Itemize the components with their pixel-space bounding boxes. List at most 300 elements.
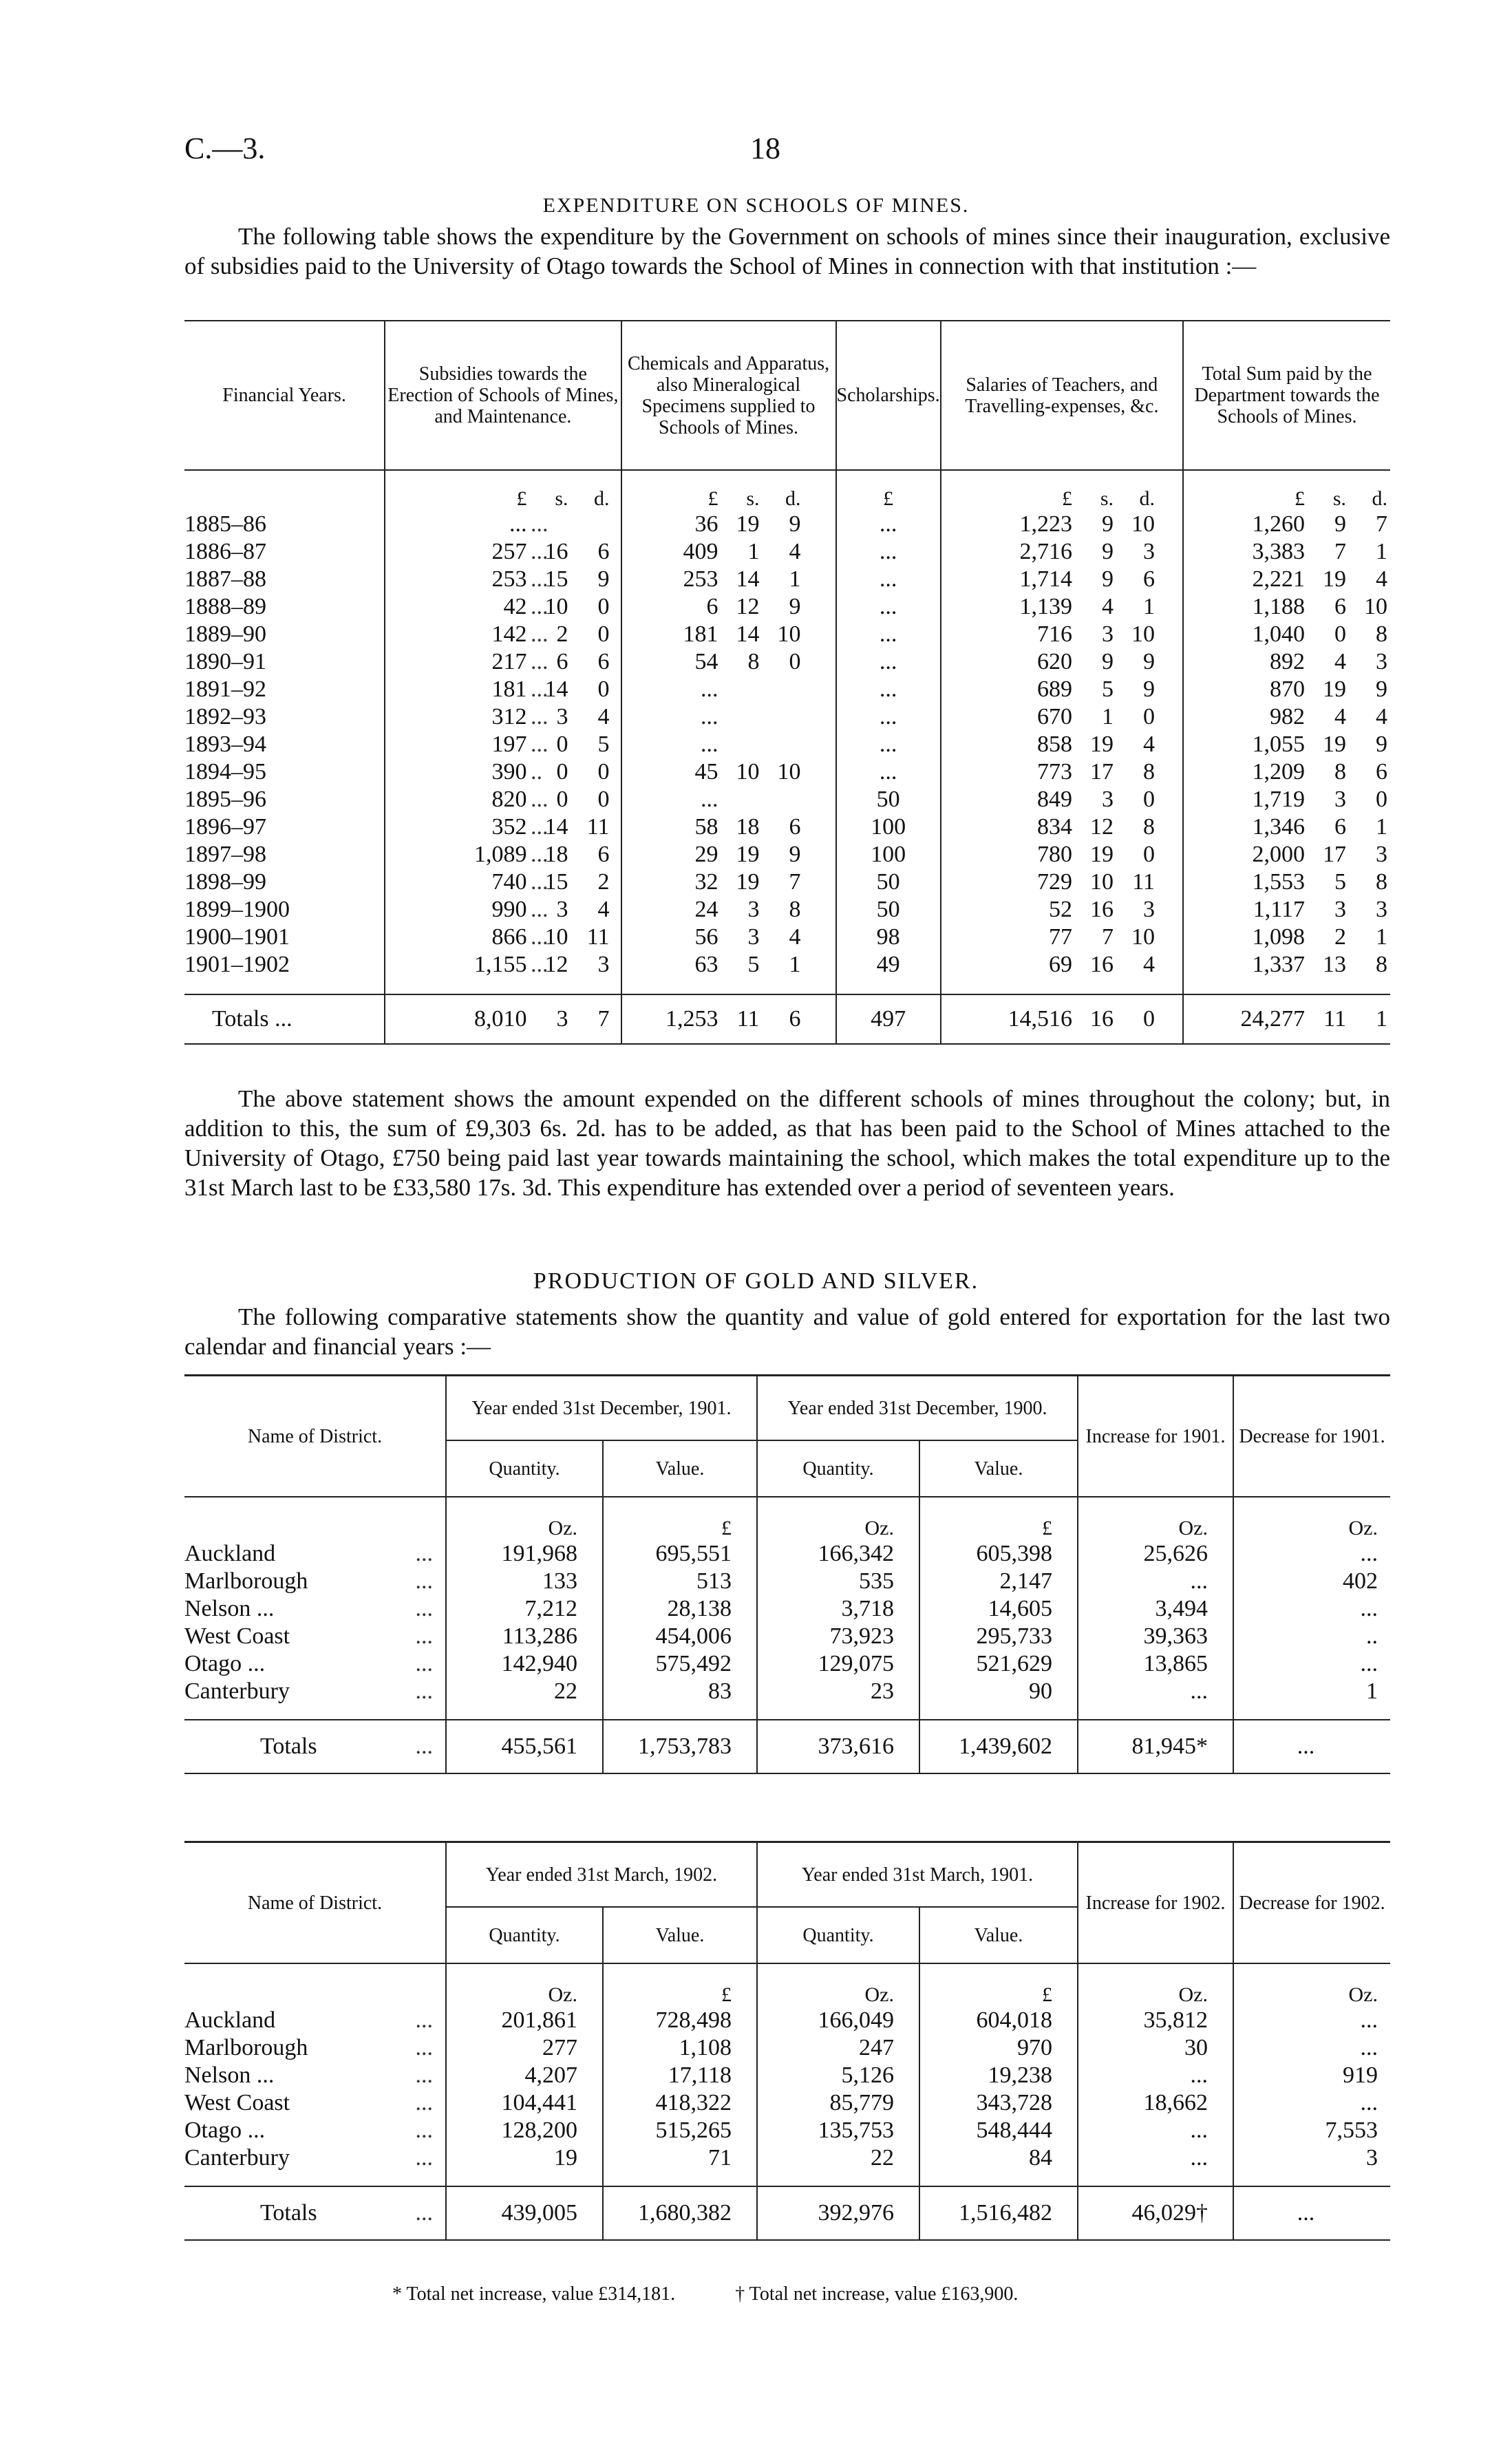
amount-shillings: 8 (1334, 759, 1346, 785)
totals-cell: 24,277 (1240, 1006, 1305, 1032)
amount-pence: 0 (597, 676, 610, 702)
amount-pounds: 773 (1037, 759, 1073, 785)
schools-statement: The above statement shows the amount expended on the different schools of mines throughout the colony; but, in addition to this, the sum of £9,303 6s. 2d. has to be added, as that has been paid to the School of Mines attached to the University of Otago, £750 being paid last year towards maintaining the school, which makes the total expenditure up to the 31st March last to be £33,580 17s. 3d. This expenditure has extended over a period of seventeen years. (184, 1085, 1390, 1201)
amount-pounds: 2,000 (1252, 842, 1305, 867)
value-cell: 135,753 (757, 2117, 919, 2144)
value-cell: 128,200 (446, 2117, 603, 2144)
amount-shillings: 12 (736, 594, 760, 619)
amount-pence: 10 (777, 759, 801, 785)
amount-pounds: 253 (683, 566, 718, 592)
totals-cell: 81,945* (1078, 1720, 1233, 1773)
totals-cell: 1,439,602 (919, 1720, 1078, 1773)
amount-pence (760, 786, 801, 813)
amount-shillings: 3 (556, 704, 568, 729)
amount-pounds: 716 (1037, 621, 1073, 647)
amount-shillings: 9 (1102, 539, 1114, 564)
year-cell: 1895–96 ... (184, 787, 549, 812)
amount-pence: 3 (597, 952, 610, 977)
amount-shillings: 4 (1102, 594, 1114, 619)
value-cell: 22 (757, 2144, 919, 2172)
amount-pence: 0 (597, 594, 610, 619)
totals-cell: 1,516,482 (919, 2186, 1078, 2240)
amount-shillings: 0 (556, 759, 568, 785)
year-cell: 1901–1902 ... (184, 952, 549, 977)
amount-shillings: 19 (736, 511, 760, 537)
table-row (184, 2144, 1390, 2172)
year-cell: 1897–98 ... (184, 842, 549, 867)
amount-shillings: 9 (1334, 511, 1346, 537)
amount-pounds: ... (701, 732, 718, 757)
amount-pence: 0 (1143, 704, 1156, 729)
amount-pounds: 24 (694, 897, 718, 922)
amount-pence: 11 (586, 814, 610, 840)
amount-shillings: 19 (736, 842, 760, 867)
amount-pounds: 390 (491, 759, 527, 785)
value-cell: 18,662 (1078, 2089, 1233, 2117)
amount-pounds: 1,139 (1019, 594, 1073, 619)
scholarship-cell: ... (836, 648, 941, 676)
table-row (184, 1540, 1390, 1568)
unit-pound: £ (516, 487, 527, 510)
amount-shillings: 3 (1102, 621, 1114, 647)
amount-shillings: 8 (747, 649, 760, 674)
col-header-total: Total Sum paid by the Department towards the Schools of Mines. (1183, 321, 1390, 470)
col-header-year-b: Year ended 31st March, 1901. (757, 1842, 1078, 1908)
amount-pounds: 181 (491, 676, 527, 702)
amount-shillings: 7 (1102, 924, 1114, 950)
amount-shillings: 5 (1334, 869, 1346, 895)
totals-cell: 0 (1143, 1006, 1156, 1032)
scholarship-cell: 98 (836, 924, 941, 951)
col-header-year-a: Year ended 31st March, 1902. (446, 1842, 757, 1908)
year-cell: 1892–93 ... (184, 704, 549, 729)
footnote-financial: † Total net increase, value £163,900. (735, 2283, 1019, 2305)
scholarship-cell: ... (836, 538, 941, 566)
amount-pence: 3 (1143, 539, 1156, 564)
value-cell: 90 (919, 1678, 1078, 1705)
amount-pounds: 45 (694, 759, 718, 785)
col-header-decrease: Decrease for 1902. (1233, 1842, 1390, 1964)
col-header-increase: Increase for 1901. (1078, 1376, 1233, 1497)
unit-cell: Oz. (1078, 1963, 1233, 2007)
amount-shillings: 19 (1090, 842, 1114, 867)
table-row (184, 1650, 1390, 1678)
value-cell: 39,363 (1078, 1623, 1233, 1650)
amount-pence: 10 (1131, 621, 1156, 647)
amount-pence: 6 (1376, 759, 1387, 785)
value-cell: 7,212 (446, 1595, 603, 1623)
totals-cell: 1,753,783 (603, 1720, 757, 1773)
amount-shillings: 19 (1323, 732, 1346, 757)
table-row (184, 896, 1390, 924)
value-cell: 402 (1233, 1568, 1390, 1595)
amount-pounds: 849 (1037, 787, 1073, 812)
unit-pence: d. (1372, 487, 1387, 510)
amount-shillings: 9 (1102, 566, 1114, 592)
value-cell: ... (1233, 1540, 1390, 1568)
amount-pence: 0 (597, 759, 610, 785)
amount-pence: 2 (597, 869, 610, 895)
totals-cell: 11 (1323, 1006, 1346, 1032)
year-cell: 1888–89 ... (184, 594, 549, 619)
schools-section-title: EXPENDITURE ON SCHOOLS OF MINES. (542, 194, 970, 217)
district-cell: Nelson ... ... (184, 2062, 433, 2088)
value-cell: 166,049 (757, 2007, 919, 2034)
unit-shilling: s. (1332, 487, 1346, 510)
unit-cell: Oz. (446, 1963, 603, 2007)
totals-cell: 3 (556, 1006, 568, 1032)
table-row (184, 703, 1390, 731)
amount-shillings (718, 786, 760, 813)
amount-pence: 4 (597, 897, 610, 922)
gold-intro: The following comparative statements show the quantity and value of gold entered for exportation for the last two calendar and financial years :— (184, 1303, 1390, 1360)
amount-pounds: 1,040 (1252, 621, 1305, 647)
amount-pence: 6 (597, 649, 610, 674)
year-cell: 1898–99 ... (184, 869, 549, 895)
value-cell: 133 (446, 1568, 603, 1595)
col-header-chemicals: Chemicals and Apparatus, also Mineralogical Specimens supplied to Schools of Mines. (621, 321, 836, 470)
scholarship-cell: 50 (836, 896, 941, 924)
amount-pence: 9 (1376, 676, 1387, 702)
value-cell: .. (1233, 1623, 1390, 1650)
scholarship-cell: ... (836, 731, 941, 758)
amount-pence: 9 (789, 842, 801, 867)
value-cell: 3,718 (757, 1595, 919, 1623)
units-row (184, 1963, 1390, 2007)
amount-pounds: 3,383 (1252, 539, 1305, 564)
amount-shillings: 9 (1102, 649, 1114, 674)
value-cell: 71 (603, 2144, 757, 2172)
amount-shillings: 19 (1323, 566, 1346, 592)
amount-pence: 8 (1143, 814, 1156, 840)
col-header-year: Financial Years. (184, 321, 385, 470)
col-header-increase: Increase for 1902. (1078, 1842, 1233, 1964)
amount-pence: 6 (1143, 566, 1156, 592)
amount-shillings (718, 703, 760, 731)
value-cell: 513 (603, 1568, 757, 1595)
col-header-value: Value. (919, 1440, 1078, 1497)
amount-pence: 8 (1143, 759, 1156, 785)
amount-shillings: 10 (544, 594, 568, 619)
value-cell: 4,207 (446, 2062, 603, 2089)
amount-pounds: 1,188 (1252, 594, 1305, 619)
amount-pence: 10 (777, 621, 801, 647)
scholarship-cell: ... (836, 758, 941, 786)
page-number: 18 (750, 131, 780, 165)
unit-cell: Oz. (1233, 1497, 1390, 1540)
table-row (184, 648, 1390, 676)
amount-pounds: 352 (491, 814, 527, 840)
amount-pence (568, 511, 610, 538)
amount-pence: 1 (1376, 539, 1387, 564)
totals-cell: 16 (1090, 1006, 1114, 1032)
col-header-decrease: Decrease for 1901. (1233, 1376, 1390, 1497)
amount-shillings: 2 (556, 621, 568, 647)
amount-shillings: 6 (556, 649, 568, 674)
amount-shillings: 19 (1090, 732, 1114, 757)
value-cell: 548,444 (919, 2117, 1078, 2144)
value-cell: 129,075 (757, 1650, 919, 1678)
year-cell: 1896–97 ... (184, 814, 549, 840)
value-cell: ... (1078, 1678, 1233, 1705)
unit-pound: £ (1062, 487, 1073, 510)
unit-shilling: s. (746, 487, 760, 510)
amount-pounds: 1,098 (1252, 924, 1305, 950)
value-cell: 515,265 (603, 2117, 757, 2144)
amount-pence: 8 (1376, 621, 1387, 647)
amount-shillings: 3 (747, 897, 760, 922)
amount-shillings: 14 (544, 814, 568, 840)
unit-shilling: s. (555, 487, 568, 510)
amount-shillings: 3 (1334, 897, 1346, 922)
unit-cell: £ (919, 1497, 1078, 1540)
amount-pounds: 36 (694, 511, 718, 537)
amount-pounds: 54 (694, 649, 718, 674)
totals-cell: 373,616 (757, 1720, 919, 1773)
col-header-quantity: Quantity. (757, 1907, 919, 1963)
value-cell: 604,018 (919, 2007, 1078, 2034)
amount-pounds: 58 (694, 814, 718, 840)
table-row (184, 676, 1390, 703)
value-cell: ... (1233, 2089, 1390, 2117)
value-cell: 85,779 (757, 2089, 919, 2117)
unit-cell: £ (919, 1963, 1078, 2007)
year-cell: 1885–86 ... (184, 511, 549, 537)
amount-pounds: 253 (491, 566, 527, 592)
amount-pence: 9 (1376, 732, 1387, 757)
col-header-salaries: Salaries of Teachers, and Travelling-expenses, &c. (941, 321, 1183, 470)
value-cell: 83 (603, 1678, 757, 1705)
scholarship-cell: 100 (836, 841, 941, 868)
value-cell: ... (1078, 2062, 1233, 2089)
district-cell: Nelson ... ... (184, 1596, 433, 1621)
amount-shillings: 3 (556, 897, 568, 922)
units-row (184, 1497, 1390, 1540)
amount-shillings: 1 (1102, 704, 1114, 729)
footnote-calendar: * Total net increase, value £314,181. (392, 2283, 676, 2305)
amount-pounds: 1,260 (1252, 511, 1305, 537)
totals-cell: 11 (736, 1006, 760, 1032)
amount-shillings: 15 (544, 869, 568, 895)
scholarship-cell: 100 (836, 813, 941, 841)
amount-pence: 4 (597, 704, 610, 729)
totals-row (184, 2186, 1390, 2240)
table-row (184, 1678, 1390, 1705)
value-cell: 728,498 (603, 2007, 757, 2034)
unit-pence: d. (594, 487, 610, 510)
amount-pounds: 892 (1270, 649, 1305, 674)
amount-pence: 0 (789, 649, 801, 674)
amount-pounds: 142 (491, 621, 527, 647)
amount-pence: 8 (1376, 869, 1387, 895)
amount-pounds: 740 (491, 869, 527, 895)
schools-intro: The following table shows the expenditure by the Government on schools of mines since their inauguration, exclusive of subsidies paid to the University of Otago towards the School of Mines in connection with that institution :— (184, 223, 1390, 279)
table-row (184, 1623, 1390, 1650)
amount-pounds: 6 (706, 594, 718, 619)
totals-cell: 497 (836, 994, 941, 1044)
amount-pounds: 29 (694, 842, 718, 867)
amount-pounds: 197 (491, 732, 527, 757)
amount-shillings: 3 (1334, 787, 1346, 812)
amount-shillings: 17 (1323, 842, 1346, 867)
unit-pence: d. (1139, 487, 1156, 510)
amount-pence: 4 (1376, 566, 1387, 592)
amount-pence (760, 731, 801, 758)
value-cell: 22 (446, 1678, 603, 1705)
amount-pounds: ... (701, 704, 718, 729)
table-row (184, 786, 1390, 813)
amount-pounds: 1,337 (1252, 952, 1305, 977)
unit-cell: Oz. (446, 1497, 603, 1540)
value-cell: 7,553 (1233, 2117, 1390, 2144)
value-cell: 104,441 (446, 2089, 603, 2117)
col-header-quantity: Quantity. (446, 1907, 603, 1963)
col-header-value: Value. (919, 1907, 1078, 1963)
amount-shillings: 6 (1334, 814, 1346, 840)
amount-shillings: 3 (747, 924, 760, 950)
district-cell: Otago ... ... (184, 2118, 433, 2143)
district-cell: West Coast ... (184, 1623, 433, 1649)
amount-pence: 6 (789, 814, 801, 840)
amount-pence: 11 (586, 924, 610, 950)
amount-pence: 7 (1376, 511, 1387, 537)
amount-pounds: 63 (694, 952, 718, 977)
amount-pounds: 1,155 (474, 952, 527, 977)
district-cell: West Coast ... (184, 2090, 433, 2115)
table-row (184, 538, 1390, 566)
totals-cell: 455,561 (446, 1720, 603, 1773)
amount-pounds: 620 (1037, 649, 1073, 674)
amount-shillings: 10 (1090, 869, 1114, 895)
value-cell: 84 (919, 2144, 1078, 2172)
district-cell: Marlborough ... (184, 1568, 433, 1594)
year-cell: 1891–92 ... (184, 676, 549, 702)
scholarship-cell: 49 (836, 951, 941, 979)
value-cell: 454,006 (603, 1623, 757, 1650)
value-cell: 343,728 (919, 2089, 1078, 2117)
district-cell: Auckland ... (184, 1541, 433, 1566)
col-header-value: Value. (603, 1440, 757, 1497)
amount-pounds: 312 (491, 704, 527, 729)
amount-shillings: 4 (1334, 649, 1346, 674)
col-header-quantity: Quantity. (757, 1440, 919, 1497)
amount-pounds: 56 (694, 924, 718, 950)
unit-pound: £ (1295, 487, 1305, 510)
table-row (184, 731, 1390, 758)
value-cell: 28,138 (603, 1595, 757, 1623)
amount-pence: 11 (1132, 869, 1156, 895)
totals-cell: 1 (1376, 1006, 1387, 1032)
totals-cell: 8,010 (474, 1006, 527, 1032)
amount-shillings: 18 (544, 842, 568, 867)
amount-shillings: 14 (736, 566, 760, 592)
amount-shillings: 17 (1090, 759, 1114, 785)
amount-pence (760, 703, 801, 731)
amount-shillings: 19 (1323, 676, 1346, 702)
amount-shillings: 9 (1102, 511, 1114, 537)
value-cell: 191,968 (446, 1540, 603, 1568)
totals-cell: 6 (789, 1006, 801, 1032)
district-cell: Marlborough ... (184, 2035, 433, 2060)
col-header-quantity: Quantity. (446, 1440, 603, 1497)
value-cell: 295,733 (919, 1623, 1078, 1650)
amount-pence: 1 (789, 566, 801, 592)
unit-cell: £ (603, 1963, 757, 2007)
value-cell: ... (1233, 2007, 1390, 2034)
amount-shillings (718, 676, 760, 703)
amount-pence: 8 (1376, 952, 1387, 977)
table-row (184, 511, 1390, 538)
amount-pounds: 1,089 (474, 842, 527, 867)
value-cell: 919 (1233, 2062, 1390, 2089)
table-header-row (184, 321, 1390, 470)
district-cell: Otago ... ... (184, 1651, 433, 1676)
gold-header-row (184, 1376, 1390, 1441)
amount-pounds: 858 (1037, 732, 1073, 757)
table-row (184, 1568, 1390, 1595)
unit-pound: £ (836, 470, 941, 511)
col-header-district: Name of District. (184, 1842, 446, 1964)
amount-pounds: 866 (491, 924, 527, 950)
amount-pence: 0 (1376, 787, 1387, 812)
amount-shillings: 7 (1334, 539, 1346, 564)
unit-cell: Oz. (1233, 1963, 1390, 2007)
totals-label: Totals ... (184, 994, 385, 1044)
amount-pence: 10 (1131, 924, 1156, 950)
amount-shillings: 13 (1323, 952, 1346, 977)
amount-pounds: 729 (1037, 869, 1073, 895)
amount-pounds: 409 (683, 539, 718, 564)
amount-pence: 9 (789, 511, 801, 537)
value-cell: ... (1233, 2034, 1390, 2062)
amount-shillings: 16 (1090, 952, 1114, 977)
totals-cell: 392,976 (757, 2186, 919, 2240)
district-cell: Canterbury ... (184, 1678, 433, 1704)
gold-financial-table (184, 1841, 1390, 2241)
table-row (184, 2117, 1390, 2144)
amount-pounds: ... (509, 511, 527, 537)
totals-label: Totals ... (184, 2186, 446, 2240)
amount-shillings: 4 (1334, 704, 1346, 729)
amount-shillings: 5 (1102, 676, 1114, 702)
units-row (184, 470, 1390, 511)
value-cell: 247 (757, 2034, 919, 2062)
schools-expenditure-table (184, 320, 1390, 1045)
amount-pounds: 217 (491, 649, 527, 674)
year-cell: 1886–87 ... (184, 539, 549, 564)
year-cell: 1894–95 .. (184, 759, 542, 785)
scholarship-cell: ... (836, 511, 941, 538)
amount-pounds: 689 (1037, 676, 1073, 702)
amount-pounds: 42 (503, 594, 527, 619)
table-row (184, 566, 1390, 593)
value-cell: 695,551 (603, 1540, 757, 1568)
unit-cell: £ (603, 1497, 757, 1540)
value-cell: 17,118 (603, 2062, 757, 2089)
amount-shillings: 6 (1334, 594, 1346, 619)
amount-pence: 5 (597, 732, 610, 757)
amount-pounds: 52 (1049, 897, 1073, 922)
amount-pence: 1 (1376, 814, 1387, 840)
amount-pounds: 1,714 (1019, 566, 1073, 592)
value-cell: 73,923 (757, 1623, 919, 1650)
scholarship-cell: ... (836, 566, 941, 593)
table-row (184, 2007, 1390, 2034)
table-row (184, 1595, 1390, 1623)
amount-pence (760, 676, 801, 703)
value-cell: 277 (446, 2034, 603, 2062)
scholarship-cell: ... (836, 621, 941, 648)
